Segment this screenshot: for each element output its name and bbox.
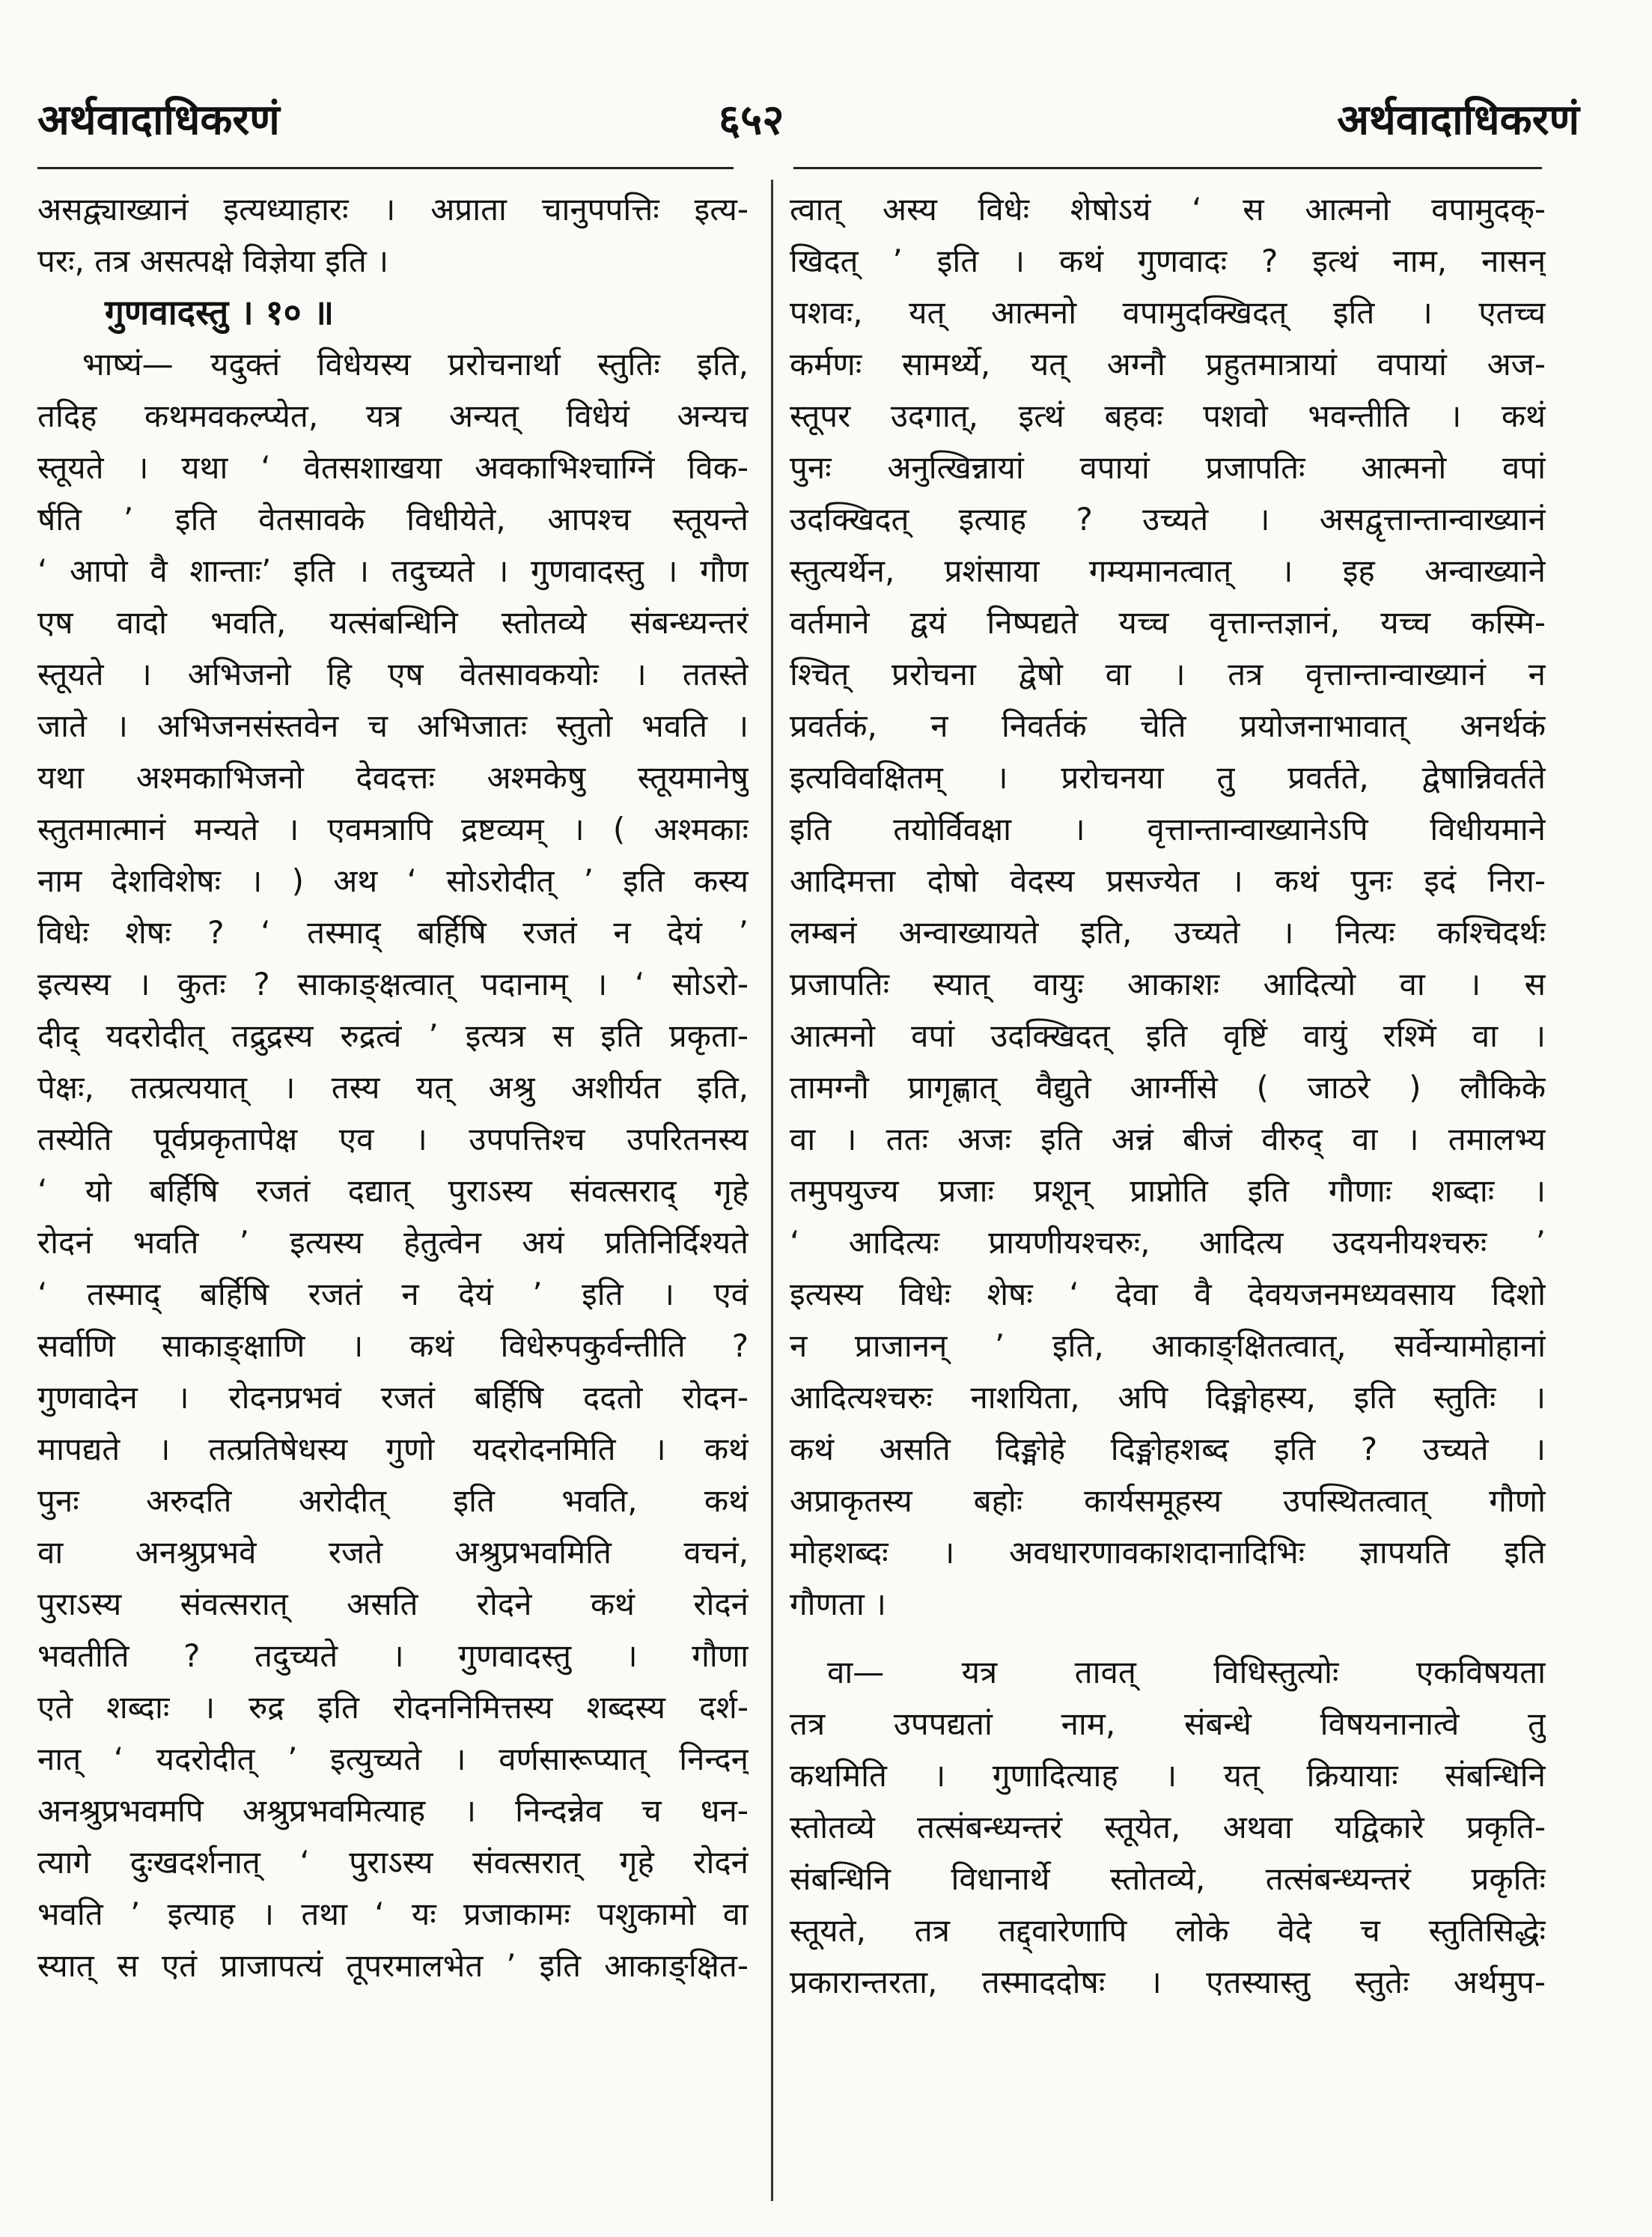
text-line: तस्येति पूर्वप्रकृतापेक्ष एव । उपपत्तिश्च उपरितनस्य bbox=[37, 1121, 749, 1157]
text-line: गुणवादेन । रोदनप्रभवं रजतं बर्हिषि ददतो रोदन- bbox=[37, 1379, 749, 1416]
text-line: एते शब्दाः । रुद्र इति रोदननिमित्तस्य शब्दस्य दर्श- bbox=[37, 1689, 749, 1726]
text-line: मोहशब्दः । अवधारणावकाशदानादिभिः ज्ञापयति इति bbox=[790, 1534, 1546, 1571]
text-line: वर्तमाने द्वयं निष्पद्यते यच्च वृत्तान्तज्ञानं, यच्च कस्मि- bbox=[790, 604, 1546, 641]
text-line: यथा अश्मकाभिजनो देवदत्तः अश्मकेषु स्तूयमानेषु bbox=[37, 759, 749, 796]
text-line: तत्र उपपद्यतां नाम, संबन्धे विषयनानात्वे तु bbox=[790, 1705, 1546, 1742]
text-line: कर्मणः सामर्थ्ये, यत् अग्नौ प्रहुतमात्रायां वपायां अज- bbox=[790, 346, 1546, 383]
text-line: वा— यत्र तावत् विधिस्तुत्योः एकविषयता bbox=[827, 1654, 1546, 1690]
paragraph-gap bbox=[790, 1630, 1546, 1646]
text-line: गौणता । bbox=[790, 1586, 886, 1622]
running-title-left: अर्थवादाधिकरणं bbox=[37, 96, 280, 144]
right-column bbox=[790, 183, 1546, 2008]
text-line: स्तूयते । अभिजनो हि एष वेतसावकयोः । ततस्ते bbox=[37, 656, 749, 693]
text-line: आदित्यश्चरुः नाशयिता, अपि दिङ्मोहस्य, इति स्तुतिः । bbox=[790, 1379, 1546, 1416]
text-line: प्रकारान्तरता, तस्माददोषः । एतस्यास्तु स्तुतेः अर्थमुप- bbox=[790, 1964, 1546, 2000]
text-line: ‘ यो बर्हिषि रजतं दद्यात् पुराऽस्य संवत्सराद् गृहे bbox=[37, 1172, 749, 1209]
text-line: स्यात् स एतं प्राजापत्यं तूपरमालभेत ’ इति आकाङ्क्षित- bbox=[37, 1947, 749, 1984]
text-line: संबन्धिनि विधानार्थे स्तोतव्ये, तत्संबन्ध्यन्तरं प्रकृतिः bbox=[790, 1860, 1546, 1897]
text-line: भवति ’ इत्याह । तथा ‘ यः प्रजाकामः पशुकामो वा bbox=[37, 1896, 749, 1932]
text-line: ‘ आपो वै शान्ताः’ इति । तदुच्यते । गुणवादस्तु । गौण bbox=[37, 553, 749, 589]
text-line: पुनः अनुत्खिन्नायां वपायां प्रजापतिः आत्मनो वपां bbox=[790, 449, 1546, 486]
text-line: पुनः अरुदति अरोदीत् इति भवति, कथं bbox=[37, 1482, 749, 1519]
text-line: मापद्यते । तत्प्रतिषेधस्य गुणो यदरोदनमिति । कथं bbox=[37, 1431, 749, 1467]
sutra-heading: गुणवादस्तु । १० ॥ bbox=[105, 292, 335, 332]
running-title-right: अर्थवादाधिकरणं bbox=[1337, 96, 1579, 144]
text-line: स्तुतमात्मानं मन्यते । एवमत्रापि द्रष्टव्यम् । ( अश्मकाः bbox=[37, 811, 749, 847]
text-line: सर्वाणि साकाङ्क्षाणि । कथं विधेरुपकुर्वन्तीति ? bbox=[37, 1327, 749, 1364]
text-line: ‘ तस्माद् बर्हिषि रजतं न देयं ’ इति । एवं bbox=[37, 1276, 749, 1312]
text-line: त्यागे दुःखदर्शनात् ‘ पुराऽस्य संवत्सरात् गृहे रोदनं bbox=[37, 1844, 749, 1881]
header-rule-right bbox=[793, 167, 1542, 169]
text-line: पशवः, यत् आत्मनो वपामुदक्खिदत् इति । एतच्च bbox=[790, 294, 1546, 331]
text-line: रोदनं भवति ’ इत्यस्य हेतुत्वेन अयं प्रतिनिर्दिश्यते bbox=[37, 1224, 749, 1261]
text-line: वा अनश्रुप्रभवे रजते अश्रुप्रभवमिति वचनं, bbox=[37, 1534, 749, 1571]
text-line: स्तुत्यर्थेन, प्रशंसाया गम्यमानत्वात् । इह अन्वाख्याने bbox=[790, 553, 1546, 589]
page-header bbox=[37, 90, 1579, 157]
text-line: वा । ततः अजः इति अन्नं बीजं वीरुद् वा । तमालभ्य bbox=[790, 1121, 1546, 1157]
text-line: प्रजापतिः स्यात् वायुः आकाशः आदित्यो वा । स bbox=[790, 966, 1546, 1002]
text-line: जाते । अभिजनसंस्तवेन च अभिजातः स्तुतो भवति । bbox=[37, 707, 749, 744]
text-line: श्चित् प्ररोचना द्वेषो वा । तत्र वृत्तान्तान्वाख्यानं न bbox=[790, 656, 1546, 693]
text-line: अप्राकृतस्य बहोः कार्यसमूहस्य उपस्थितत्वात् गौणो bbox=[790, 1482, 1546, 1519]
text-line: ‘ आदित्यः प्रायणीयश्चरुः, आदित्य उदयनीयश्चरुः ’ bbox=[790, 1224, 1546, 1261]
text-line: तामग्नौ प्रागृह्णात् वैद्युते आर्ग्नीसे ( जाठरे ) लौकिके bbox=[790, 1069, 1546, 1106]
text-line: स्तूपर उदगात्, इत्थं बहवः पशवो भवन्तीति । कथं bbox=[790, 398, 1546, 434]
text-line: तदिह कथमवकल्प्येत, यत्र अन्यत् विधेयं अन्यच bbox=[37, 398, 749, 434]
text-line: एष वादो भवति, यत्संबन्धिनि स्तोतव्ये संबन्ध्यन्तरं bbox=[37, 604, 749, 641]
text-line: विधेः शेषः ? ‘ तस्माद् बर्हिषि रजतं न देयं ’ bbox=[37, 914, 749, 951]
text-line: स्तोतव्ये तत्संबन्ध्यन्तरं स्तूयेत, अथवा यद्विकारे प्रकृति- bbox=[790, 1809, 1546, 1845]
text-line: इत्यस्य । कुतः ? साकाङ्क्षत्वात् पदानाम् । ‘ सोऽरो- bbox=[37, 966, 749, 1002]
text-line: उदक्खिदत् इत्याह ? उच्यते । असद्वृत्तान्तान्वाख्यानं bbox=[790, 501, 1546, 538]
text-line: पुराऽस्य संवत्सरात् असति रोदने कथं रोदनं bbox=[37, 1586, 749, 1622]
page-number: ६५२ bbox=[719, 96, 784, 144]
text-line: आदिमत्ता दोषो वेदस्य प्रसज्येत । कथं पुनः इदं निरा- bbox=[790, 862, 1546, 899]
text-line: अस‌द्व्याख्यानं इत्यध्याहारः । अप्राता चानुपपत्तिः इत्य- bbox=[37, 191, 749, 228]
text-line: अनश्रुप्रभवमपि अश्रुप्रभवमित्याह । निन्दन्नेव च धन- bbox=[37, 1792, 749, 1829]
text-line: प्रवर्तकं, न निवर्तकं चेति प्रयोजनाभावात् अनर्थकं bbox=[790, 707, 1546, 744]
text-line: परः, तत्र असत्पक्षे विज्ञेया इति । bbox=[37, 243, 389, 279]
text-line: इत्यस्य विधेः शेषः ‘ देवा वै देवयजनमध्यवसाय दिशो bbox=[790, 1276, 1546, 1312]
text-line: त्वात् अस्य विधेः शेषोऽयं ‘ स आत्मनो वपामुदक्- bbox=[790, 191, 1546, 228]
text-line: खिदत् ’ इति । कथं गुणवादः ? इत्थं नाम, नासन् bbox=[790, 243, 1546, 279]
column-divider bbox=[771, 180, 773, 2201]
text-line: दीद् यदरोदीत् तद्रुद्रस्य रुद्रत्वं ’ इत्यत्र स इति प्रकृता- bbox=[37, 1017, 749, 1054]
text-line: भवतीति ? तदुच्यते । गुणवादस्तु । गौणा bbox=[37, 1637, 749, 1674]
text-line: इति तयोर्विवक्षा । वृत्तान्तान्वाख्यानेऽपि विधीयमाने bbox=[790, 811, 1546, 847]
text-line: र्षति ’ इति वेतसावके विधीयेते, आपश्च स्तूयन्ते bbox=[37, 501, 749, 538]
text-line: स्तूयते, तत्र तद्द्वारेणापि लोके वेदे च स्तुतिसिद्धेः bbox=[790, 1912, 1546, 1949]
text-line: लम्बनं अन्वाख्यायते इति, उच्यते । नित्यः कश्चिदर्थः bbox=[790, 914, 1546, 951]
text-line: न प्राजानन् ’ इति, आकाङ्क्षितत्वात्, सर्वेन्यामोहानां bbox=[790, 1327, 1546, 1364]
text-line: भाष्यं— यदुक्तं विधेयस्य प्ररोचनार्था स्तुतिः इति, bbox=[82, 346, 749, 383]
text-line: कथमिति । गुणादित्याह । यत् क्रियायाः संबन्धिनि bbox=[790, 1757, 1546, 1794]
text-line: कथं असति दिङ्मोहे दिङ्मोहशब्द इति ? उच्यते । bbox=[790, 1431, 1546, 1467]
text-line: स्तूयते । यथा ‘ वेतसशाखया अवकाभिश्चाग्निं विक- bbox=[37, 449, 749, 486]
text-line: इत्यविवक्षितम् । प्ररोचनया तु प्रवर्तते, द्वेषान्निवर्तते bbox=[790, 759, 1546, 796]
left-column bbox=[37, 183, 749, 1991]
header-rule-left bbox=[37, 167, 734, 169]
text-line: नाम देशविशेषः । ) अथ ‘ सोऽरोदीत् ’ इति कस्य bbox=[37, 862, 749, 899]
text-line: आत्मनो वपां उदक्खिदत् इति वृष्टिं वायुं रश्मिं वा । bbox=[790, 1017, 1546, 1054]
text-line: पेक्षः, तत्प्रत्ययात् । तस्य यत् अश्रु अशीर्यत इति, bbox=[37, 1069, 749, 1106]
text-line: नात् ‘ यदरोदीत् ’ इत्युच्यते । वर्णसारूप्यात् निन्दन् bbox=[37, 1741, 749, 1777]
text-line: तमुपयुज्य प्रजाः प्रशून् प्राप्नोति इति गौणाः शब्दाः । bbox=[790, 1172, 1546, 1209]
